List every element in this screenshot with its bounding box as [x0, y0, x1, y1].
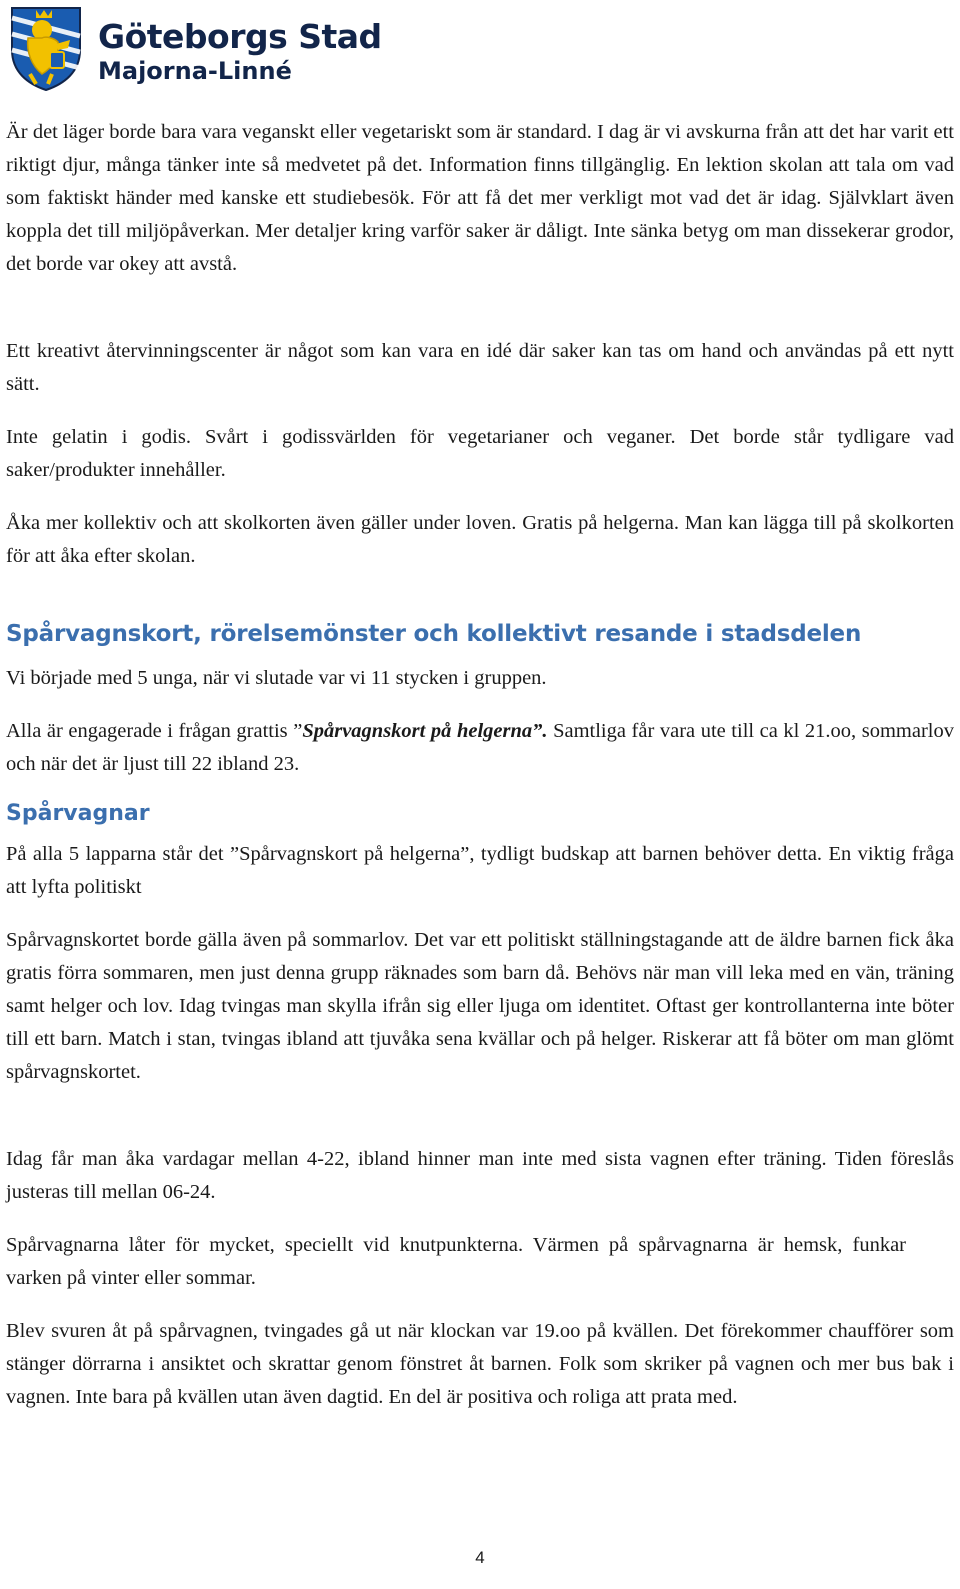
- paragraph-engagement: [6, 715, 954, 781]
- paragraph-hours: Idag får man åka vardagar mellan 4-22, ibland hinner man inte med sista vagnen efter träning. Tiden föreslås justeras till mellan 06-24.: [6, 1148, 954, 1203]
- engagement-text-start: Alla är engagerade i frågan grattis ”: [6, 720, 303, 742]
- organization-name: Göteborgs Stad: [98, 17, 382, 56]
- section-heading-trams: Spårvagnar: [6, 801, 150, 826]
- section-heading-tram-card: Spårvagnskort, rörelsemönster och kollektivt resande i stadsdelen: [6, 621, 862, 647]
- paragraph-summer-card: Spårvagnskortet borde gälla även på sommarlov. Det var ett politiskt ställningstagande att de äldre barnen fick åka gratis förra sommaren, men just denna grupp räknades som barn då. Behövs när man vill leka med en vän, träning samt helger och lov. Idag tvingas man skylla ifrån sig eller ljuga om identitet. Oftast ger kontrollanterna inte böter till ett barn. Match i stan, tvingas ibland att tjuvåka sena kvällar och på helger. Riskerar att få böter om man glömt spårvagnskortet.: [6, 929, 954, 1083]
- engagement-emphasis: Spårvagnskort på helgerna”.: [302, 720, 548, 742]
- paragraph-gelatin: Inte gelatin i godis. Svårt i godissvärlden för vegetarianer och veganer. Det borde står tydligare vad saker/produkter innehåller.: [6, 426, 954, 481]
- gothenburg-coat-of-arms-icon: [6, 4, 86, 92]
- brand-text: [98, 18, 382, 86]
- paragraph-group-size: Vi började med 5 unga, när vi slutade var vi 11 stycken i gruppen.: [6, 667, 547, 689]
- page-number: 4: [475, 1548, 485, 1567]
- engagement-text-end: Samtliga får vara ute till ca kl 21.oo, sommarlov och när det är ljust till 22 ibland 23.: [6, 720, 954, 775]
- page-header: [6, 4, 406, 92]
- paragraph-recycling: Ett kreativt återvinningscenter är något som kan vara en idé där saker kan tas om hand och användas på ett nytt sätt.: [6, 340, 954, 395]
- paragraph-behavior: Blev svuren åt på spårvagnen, tvingades gå ut när klockan var 19.oo på kvällen. Det förekommer chaufförer som stänger dörrarna i ansiktet och skrattar genom fönstret åt barnen. Folk som skriker på vagnen och mer bus bak i vagnen. Inte bara på kvällen utan även dagtid. En del är positiva och roliga att prata med.: [6, 1320, 954, 1408]
- district-name: Majorna-Linné: [98, 57, 292, 85]
- paragraph-school-card: Åka mer kollektiv och att skolkorten även gäller under loven. Gratis på helgerna. Man kan lägga till på skolkorten för att åka efter skolan.: [6, 512, 954, 567]
- paragraph-noise: Spårvagnarna låter för mycket, speciellt vid knutpunkterna. Värmen på spårvagnarna är hemsk, funkar varken på vinter eller sommar.: [6, 1234, 906, 1289]
- paragraph-veganism: Är det läger borde bara vara veganskt eller vegetariskt som är standard. I dag är vi avskurna från att det har varit ett riktigt djur, många tänker inte så medvetet på det. Information finns tillgänglig. En lektion skolan att tala om vad som faktiskt händer med kanske ett studiebesök. För att få det mer verkligt mot vad det är idag. Självklart även koppla det till miljöpåverkan. Mer detaljer kring varför saker är dåligt. Inte sänka betyg om man dissekerar grodor, det borde var okey att avstå.: [6, 121, 954, 275]
- paragraph-notes: På alla 5 lapparna står det ”Spårvagnskort på helgerna”, tydligt budskap att barnen behöver detta. En viktig fråga att lyfta politiskt: [6, 843, 954, 898]
